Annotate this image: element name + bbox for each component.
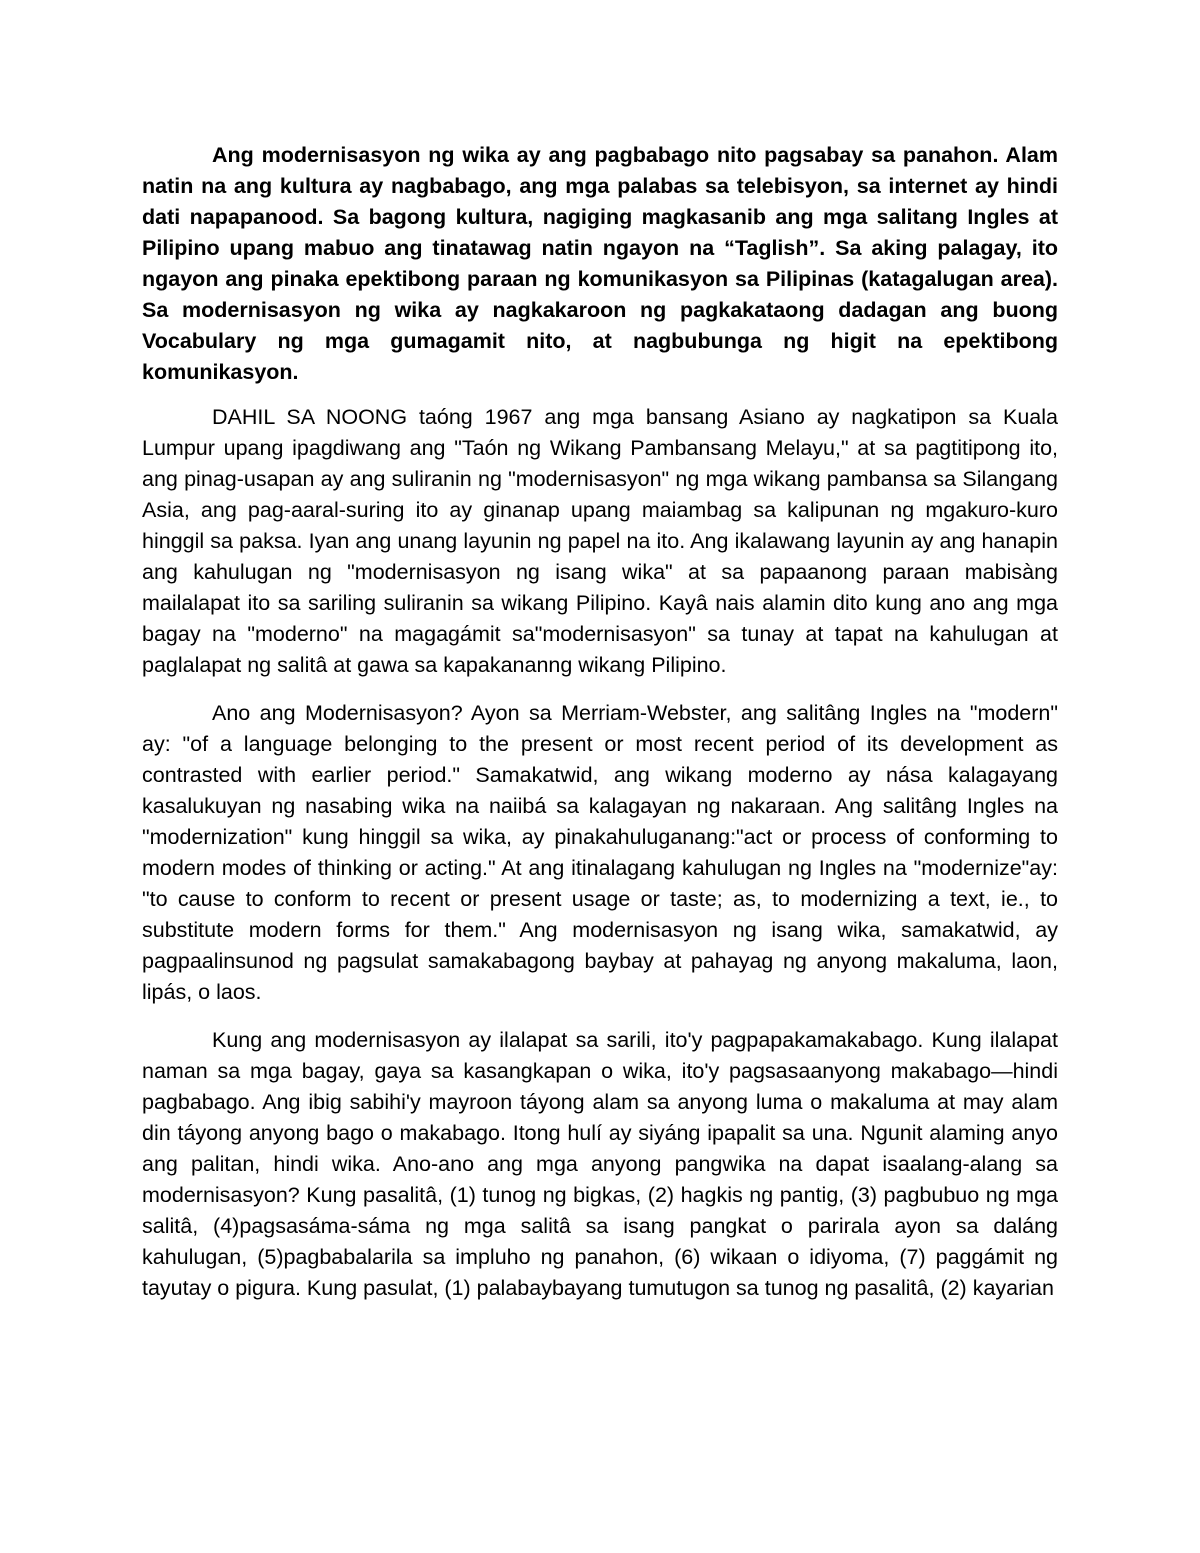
paragraph-history: DAHIL SA NOONG taóng 1967 ang mga bansang Asiano ay nagkatipon sa Kuala Lumpur upang ipagdiwang ang "Taón ng Wikang Pambansang Melayu," at sa pagtitipong ito, ang pinag-usapan ay ang suliranin ng "modernisasyon" ng mga wikang pambansa sa Silangang Asia, ang pag-aaral-suring ito ay ginanap upang maiambag sa kalipunan ng mgakuro-kuro hinggil sa paksa. Iyan ang unang layunin ng papel na ito. Ang ikalawang layunin ay ang hanapin ang kahulugan ng "modernisasyon ng isang wika" at sa papaanong paraan mabisàng mailalapat ito sa sariling suliranin sa wikang Pilipino. Kayâ nais alamin dito kung ano ang mga bagay na "moderno" na magagámit sa"modernisasyon" sa tunay at tapat na kahulugan at paglalapat ng salitâ at gawa sa kapakananng wikang Pilipino. [142, 405, 1058, 677]
paragraph-definition: Ano ang Modernisasyon? Ayon sa Merriam-Webster, ang salitâng Ingles na "modern" ay: "of a language belonging to the present or most recent period of its development as contrasted with earlier period." Samakatwid, ang wikang moderno ay nása kalagayang kasalukuyan ng nasabing wika na naiibá sa kalagayan ng nakaraan. Ang salitâng Ingles na "modernization" kung hinggil sa wika, ay pinakahuluganang:"act or process of conforming to modern modes of thinking or acting." At ang itinalagang kahulugan ng Ingles na "modernize"ay: "to cause to conform to recent or present usage or taste; as, to modernizing a text, ie., to substitute modern forms for them." Ang modernisasyon ng isang wika, samakatwid, ay pagpaalinsunod ng pagsulat samakabagong baybay at pahayag ng anyong makaluma, laon, lipás, o laos. [142, 701, 1058, 1004]
paragraph-intro: Ang modernisasyon ng wika ay ang pagbabago nito pagsabay sa panahon. Alam natin na ang kultura ay nagbabago, ang mga palabas sa telebisyon, sa internet ay hindi dati napapanood. Sa bagong kultura, nagiging magkasanib ang mga salitang Ingles at Pilipino upang mabuo ang tinatawag natin ngayon na “Taglish”. Sa aking palagay, ito ngayon ang pinaka epektibong paraan ng komunikasyon sa Pilipinas (katagalugan area). Sa modernisasyon ng wika ay nagkakaroon ng pagkakataong dadagan ang buong Vocabulary ng mga gumagamit nito, at nagbubunga ng higit na epektibong komunikasyon. [142, 143, 1058, 384]
document-page [142, 140, 1058, 1321]
paragraph-application: Kung ang modernisasyon ay ilalapat sa sarili, ito'y pagpapakamakabago. Kung ilalapat naman sa mga bagay, gaya sa kasangkapan o wika, ito'y pagsasaanyong makabago—hindi pagbabago. Ang ibig sabihi'y mayroon táyong alam sa anyong luma o makaluma at may alam din táyong anyong bago o makabago. Itong hulí ay siyáng ipapalit sa una. Ngunit alaming anyo ang palitan, hindi wika. Ano-ano ang mga anyong pangwika na dapat isaalang-alang sa modernisasyon? Kung pasalitâ, (1) tunog ng bigkas, (2) hagkis ng pantig, (3) pagbubuo ng mga salitâ, (4)pagsasáma-sáma ng mga salitâ sa isang pangkat o parirala ayon sa daláng kahulugan, (5)pagbabalarila sa impluho ng panahon, (6) wikaan o idiyoma, (7) paggámit ng tayutay o pigura. Kung pasulat, (1) palabaybayang tumutugon sa tunog ng pasalitâ, (2) kayarian [142, 1028, 1058, 1300]
